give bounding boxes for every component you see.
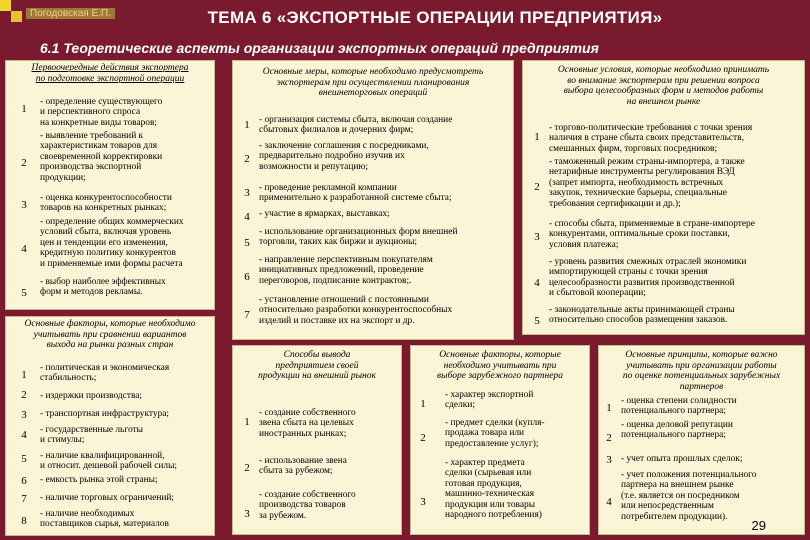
basic-measures-num-6: 6 xyxy=(244,271,250,283)
partner-factors-num-3: 3 xyxy=(420,496,426,508)
partner-factors-header: Основные факторы, которые необходимо учитывать при выборе зарубежного партнера xyxy=(437,350,563,381)
partner-principles-item-1: - оценка степени солидности потенциального партнера; xyxy=(621,396,737,417)
partner-principles-item-2: - оценка деловой репутации потенциального партнера; xyxy=(621,420,733,441)
market-conditions-item-3: - способы сбыта, применяемые в стране-импортере конкурентами, оптимальные сроки поставки, условия платежа; xyxy=(549,219,755,250)
author-name: Погодовская Е.П. xyxy=(26,8,115,19)
partner-principles-num-1: 1 xyxy=(606,402,612,414)
market-conditions-num-2: 2 xyxy=(534,181,540,193)
basic-measures-block xyxy=(232,60,514,340)
basic-measures-item-5: - использование организационных форм внешней торговли, таких как биржи и аукционы; xyxy=(259,227,458,248)
market-conditions-num-3: 3 xyxy=(534,231,540,243)
partner-factors-block xyxy=(410,345,590,535)
partner-principles-num-2: 2 xyxy=(606,432,612,444)
market-conditions-item-1: - торгово-политические требования с точки зрения наличия в стране сбыта своих представительств, смешанных фирм, торговых посредников; xyxy=(549,123,753,154)
priority-actions-num-3: 3 xyxy=(21,199,27,211)
basic-measures-num-2: 2 xyxy=(244,153,250,165)
basic-measures-item-1: - организация системы сбыта, включая создание сбытовых филиалов и дочерних фирм; xyxy=(259,115,453,136)
export-factors-num-5: 5 xyxy=(21,453,27,465)
market-conditions-item-2: - таможенный режим страны-импортера, а также нетарифные инструменты регулирования ВЭД (запрет импорта, необходимость встречных закупок, технические барьеры, специальные требования сертификации и др.); xyxy=(549,157,745,209)
basic-measures-num-7: 7 xyxy=(244,309,250,321)
entry-methods-block xyxy=(232,345,402,535)
basic-measures-header: Основные меры, которые необходимо предусмотреть экспортерам при осуществлении планирования внешнеторговых операций xyxy=(262,67,484,98)
export-factors-item-6: - емкость рынка этой страны; xyxy=(40,475,158,485)
market-conditions-num-1: 1 xyxy=(534,131,540,143)
export-factors-num-6: 6 xyxy=(21,475,27,487)
priority-actions-num-2: 2 xyxy=(21,157,27,169)
export-factors-item-4: - государственные льготы и стимулы; xyxy=(40,425,143,446)
basic-measures-item-4: - участие в ярмарках, выставках; xyxy=(259,209,390,219)
priority-actions-header: Первоочередные действия экспортера по подготовке экспортной операции xyxy=(31,63,189,84)
slide-subtitle: 6.1 Теоретические аспекты организации экспортных операций предприятия xyxy=(40,40,599,56)
priority-actions-item-1: - определение существующего и перспективного спроса на конкретные виды товаров; xyxy=(40,97,163,128)
basic-measures-item-7: - установление отношений с постоянными относительно разработки конкурентоспособных изделий и поставке их на экспорт и др. xyxy=(259,295,453,326)
priority-actions-item-2: - выявление требований к характеристикам товаров для своевременной корректировки производства экспортной продукции; xyxy=(40,131,163,183)
basic-measures-num-5: 5 xyxy=(244,237,250,249)
entry-methods-item-1: - создание собственного звена сбыта на целевых иностранных рынках; xyxy=(259,408,356,439)
partner-principles-block xyxy=(598,345,805,535)
partner-factors-item-3: - характер предмета сделки (сырьевая или готовая продукция, машинно-техническая продукция или товары народного потребления) xyxy=(445,458,542,521)
partner-principles-header: Основные принципы, которые важно учитывать при организации работы по оценке потенциальных зарубежных партнеров xyxy=(622,350,781,392)
partner-principles-num-3: 3 xyxy=(606,454,612,466)
market-conditions-item-5: - законодательные акты принимающей страны относительно способов размещения заказов. xyxy=(549,305,735,326)
entry-methods-item-3: - создание собственного производства товаров за рубежом. xyxy=(259,490,356,521)
basic-measures-item-2: - заключение соглашения с посредниками, предварительно подробно изучив их возможности и репутацию; xyxy=(259,141,429,172)
export-factors-block xyxy=(5,316,215,536)
export-factors-item-3: - транспортная инфраструктура; xyxy=(40,409,170,419)
market-conditions-num-5: 5 xyxy=(534,315,540,327)
priority-actions-block xyxy=(5,60,215,310)
export-factors-item-5: - наличие квалифицированной, и относит. дешевой рабочей силы; xyxy=(40,451,177,472)
partner-factors-num-1: 1 xyxy=(420,398,426,410)
export-factors-item-1: - политическая и экономическая стабильность; xyxy=(40,363,170,384)
export-factors-item-2: - издержки производства; xyxy=(40,391,143,401)
entry-methods-item-2: - использование звена сбыта за рубежом; xyxy=(259,456,347,477)
entry-methods-header: Способы вывода предприятием своей продукции на внешний рынок xyxy=(258,350,376,381)
basic-measures-item-6: - направление перспективным покупателям инициативных предложений, проведение переговоров, подписание контрактов;. xyxy=(259,255,433,286)
entry-methods-num-1: 1 xyxy=(244,416,250,428)
export-factors-num-1: 1 xyxy=(21,369,27,381)
market-conditions-item-4: - уровень развития смежных отраслей экономики импортирующей страны с точки зрения целесообразности развития производственной и сбытовой кооперации; xyxy=(549,257,747,299)
entry-methods-num-3: 3 xyxy=(244,508,250,520)
export-factors-item-8: - наличие необходимых поставщиков сырья, материалов xyxy=(40,509,169,530)
partner-principles-item-4: - учет положения потенциального партнера на внешнем рынке (т.е. является он посредником или непосредственным потребителем продукции). xyxy=(621,470,757,522)
export-factors-header: Основные факторы, которые необходимо учитывать при сравнении вариантов выхода на рынки разных стран xyxy=(24,319,196,350)
market-conditions-block xyxy=(522,60,805,335)
priority-actions-num-4: 4 xyxy=(21,243,27,255)
market-conditions-header: Основные условия, которые необходимо принимать во внимание экспортерам при решении вопроса выбора целесообразных форм и методов работы на внешнем рынке xyxy=(557,65,770,107)
priority-actions-item-4: - определение общих коммерческих условий сбыта, включая уровень цен и тенденции его изменения, кредитную политику конкурентов и применяемые ими формы расчета xyxy=(40,217,184,269)
page-number: 29 xyxy=(751,518,766,533)
priority-actions-num-5: 5 xyxy=(21,287,27,299)
export-factors-num-2: 2 xyxy=(21,389,27,401)
entry-methods-num-2: 2 xyxy=(244,462,250,474)
partner-factors-num-2: 2 xyxy=(420,432,426,444)
basic-measures-num-4: 4 xyxy=(244,211,250,223)
priority-actions-item-5: - выбор наиболее эффективных форм и методов рекламы. xyxy=(40,277,166,298)
basic-measures-num-1: 1 xyxy=(244,119,250,131)
partner-principles-num-4: 4 xyxy=(606,496,612,508)
slide-title: ТЕМА 6 «ЭКСПОРТНЫЕ ОПЕРАЦИИ ПРЕДПРИЯТИЯ» xyxy=(207,8,663,27)
priority-actions-item-3: - оценка конкурентоспособности товаров на конкретных рынках; xyxy=(40,193,172,214)
export-factors-num-7: 7 xyxy=(21,493,27,505)
export-factors-num-8: 8 xyxy=(21,515,27,527)
partner-principles-item-3: - учет опыта прошлых сделок; xyxy=(621,454,743,464)
export-factors-num-4: 4 xyxy=(21,429,27,441)
basic-measures-item-3: - проведение рекламной компании применительно к разработанной системе сбыта; xyxy=(259,183,452,204)
export-factors-item-7: - наличие торговых ограничений; xyxy=(40,493,175,503)
basic-measures-num-3: 3 xyxy=(244,187,250,199)
partner-factors-item-1: - характер экспортной сделки; xyxy=(445,390,534,411)
partner-factors-item-2: - предмет сделки (купля- продажа товара или предоставление услуг); xyxy=(445,418,545,449)
export-factors-num-3: 3 xyxy=(21,409,27,421)
market-conditions-num-4: 4 xyxy=(534,277,540,289)
priority-actions-num-1: 1 xyxy=(21,103,27,115)
